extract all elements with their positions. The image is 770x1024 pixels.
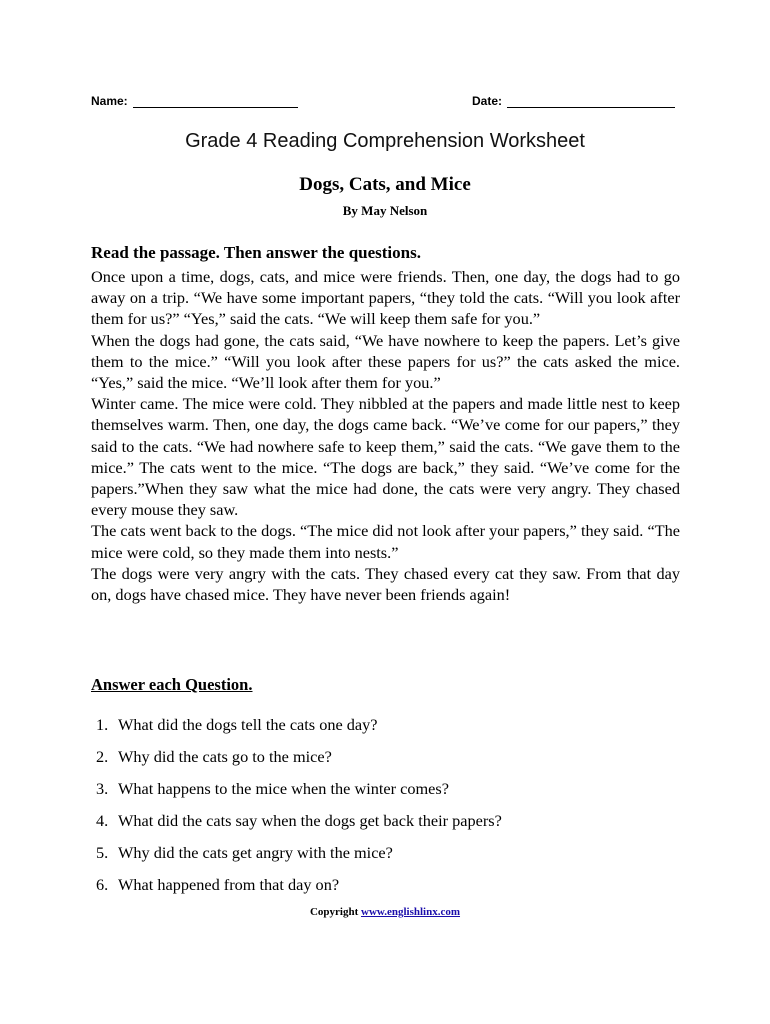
name-blank-line[interactable] bbox=[133, 95, 298, 108]
question-item bbox=[96, 810, 502, 842]
reading-passage bbox=[91, 266, 680, 605]
question-item bbox=[96, 714, 502, 746]
date-label: Date: bbox=[472, 94, 503, 108]
question-number: 4. bbox=[96, 811, 109, 830]
story-title: Dogs, Cats, and Mice bbox=[299, 174, 471, 195]
question-number: 2. bbox=[96, 747, 109, 766]
question-text: What did the cats say when the dogs get back their papers? bbox=[118, 811, 502, 830]
question-text: What happened from that day on? bbox=[118, 875, 340, 894]
question-item bbox=[96, 746, 502, 778]
question-text: Why did the cats go to the mice? bbox=[118, 747, 332, 766]
copyright-footer bbox=[0, 906, 770, 918]
author-byline: By May Nelson bbox=[342, 203, 428, 218]
answer-heading: Answer each Question. bbox=[91, 675, 253, 694]
question-text: What happens to the mice when the winter comes? bbox=[118, 779, 449, 798]
question-item bbox=[96, 842, 502, 874]
copyright-label: Copyright bbox=[309, 906, 359, 918]
question-number: 5. bbox=[96, 843, 109, 862]
name-label: Name: bbox=[91, 94, 128, 108]
header-fields bbox=[91, 94, 681, 112]
passage-paragraph: Winter came. The mice were cold. They nibbled at the papers and made little nest to keep themselves warm. Then, one day, the dogs came back. “We’ve come for our papers,” they said to the cats. “We had nowhere safe to keep them,” said the cats. “We gave them to the mice.” The cats went to the mice. “The dogs are back,” they said. “We’ve come for the papers.”When they saw what the mice had done, the cats were very angry. They chased every mouse they saw. bbox=[91, 394, 680, 520]
passage-paragraph: The dogs were very angry with the cats. They chased every cat they saw. From that day on, dogs have chased mice. They have never been friends again! bbox=[91, 563, 680, 605]
question-list bbox=[96, 714, 502, 906]
passage-paragraph: When the dogs had gone, the cats said, “We have nowhere to keep the papers. Let’s give them to the mice.” “Will you look after these papers for us?” the cats asked the mice. “Yes,” said the mice. “We’ll look after them for you.” bbox=[91, 330, 680, 393]
question-item bbox=[96, 874, 502, 906]
question-number: 1. bbox=[96, 715, 109, 734]
question-number: 6. bbox=[96, 875, 109, 894]
question-text: What did the dogs tell the cats one day? bbox=[118, 715, 378, 734]
date-field[interactable] bbox=[472, 94, 675, 108]
question-text: Why did the cats get angry with the mice? bbox=[118, 843, 393, 862]
name-field[interactable] bbox=[91, 94, 298, 108]
instruction-text: Read the passage. Then answer the questions. bbox=[91, 243, 421, 262]
date-blank-line[interactable] bbox=[507, 95, 675, 108]
worksheet-title: Grade 4 Reading Comprehension Worksheet bbox=[185, 130, 585, 152]
question-item bbox=[96, 778, 502, 810]
passage-paragraph: Once upon a time, dogs, cats, and mice were friends. Then, one day, the dogs had to go away on a trip. “We have some important papers, “they told the cats. “Will you look after them for us?” “Yes,” said the cats. “We will keep them safe for you.” bbox=[91, 267, 680, 329]
passage-paragraph: The cats went back to the dogs. “The mice did not look after your papers,” they said. “The mice were cold, so they made them into nests.” bbox=[91, 521, 680, 562]
copyright-link[interactable]: www.englishlinx.com bbox=[361, 906, 461, 918]
question-number: 3. bbox=[96, 779, 109, 798]
